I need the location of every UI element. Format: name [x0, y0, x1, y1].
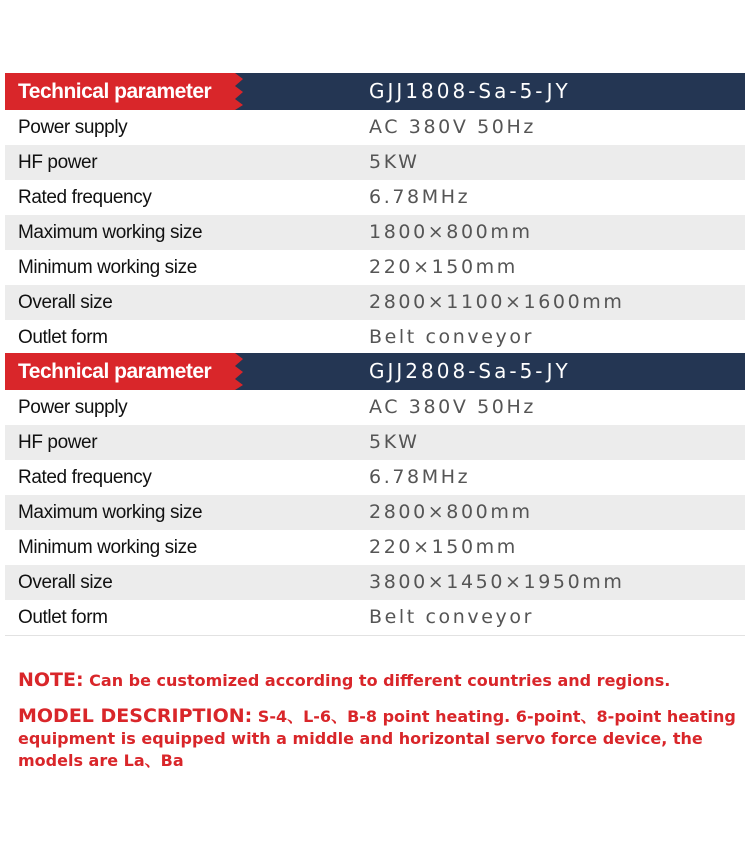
- row-label: Minimum working size: [18, 537, 197, 558]
- row-value: Belt conveyor: [369, 326, 535, 348]
- table-row: [5, 460, 745, 495]
- row-value: 1800×800mm: [369, 221, 533, 243]
- model-description-paragraph: [18, 705, 738, 772]
- row-label: Overall size: [18, 572, 113, 593]
- row-value: AC 380V 50Hz: [369, 396, 536, 418]
- model-description-label: MODEL DESCRIPTION:: [18, 705, 253, 727]
- row-label: Outlet form: [18, 607, 108, 628]
- row-value: 220×150mm: [369, 256, 518, 278]
- header-title: Technical parameter: [18, 80, 212, 103]
- model-description-text: S-4、L-6、B-8 point heating. 6-point、8-point heating equipment is equipped with a middle and horizontal servo force device, the models are La、Ba: [18, 707, 736, 770]
- row-label: Maximum working size: [18, 222, 203, 243]
- row-label: Maximum working size: [18, 502, 203, 523]
- spec-table-1: [5, 73, 745, 355]
- row-value: 6.78MHz: [369, 186, 471, 208]
- table-header: [5, 73, 745, 110]
- row-value: 5KW: [369, 151, 420, 173]
- table-row: [5, 320, 745, 355]
- table-row: [5, 565, 745, 600]
- row-label: HF power: [18, 152, 98, 173]
- table-row: [5, 425, 745, 460]
- table-row: [5, 215, 745, 250]
- row-label: HF power: [18, 432, 98, 453]
- note-label: NOTE:: [18, 669, 84, 691]
- row-label: Rated frequency: [18, 467, 152, 488]
- table-row: [5, 180, 745, 215]
- row-value: 3800×1450×1950mm: [369, 571, 625, 593]
- row-label: Rated frequency: [18, 187, 152, 208]
- row-label: Power supply: [18, 117, 128, 138]
- row-value: Belt conveyor: [369, 606, 535, 628]
- row-value: 5KW: [369, 431, 420, 453]
- row-label: Overall size: [18, 292, 113, 313]
- note-paragraph: [18, 665, 738, 696]
- row-label: Minimum working size: [18, 257, 197, 278]
- row-value: 2800×1100×1600mm: [369, 291, 625, 313]
- header-title: Technical parameter: [18, 360, 212, 383]
- row-value: 6.78MHz: [369, 466, 471, 488]
- row-value: 220×150mm: [369, 536, 518, 558]
- table-row: [5, 110, 745, 145]
- row-value: AC 380V 50Hz: [369, 116, 536, 138]
- note-text: Can be customized according to different countries and regions.: [89, 671, 671, 690]
- table-row: [5, 285, 745, 320]
- table-row: [5, 145, 745, 180]
- table-row: [5, 250, 745, 285]
- table-row: [5, 530, 745, 565]
- spec-table-2: [5, 353, 745, 636]
- row-value: 2800×800mm: [369, 501, 533, 523]
- table-row: [5, 390, 745, 425]
- row-label: Power supply: [18, 397, 128, 418]
- table-header: [5, 353, 745, 390]
- model-number: GJJ1808-Sa-5-JY: [369, 79, 571, 103]
- row-label: Outlet form: [18, 327, 108, 348]
- table-row: [5, 600, 745, 636]
- model-number: GJJ2808-Sa-5-JY: [369, 359, 571, 383]
- table-row: [5, 495, 745, 530]
